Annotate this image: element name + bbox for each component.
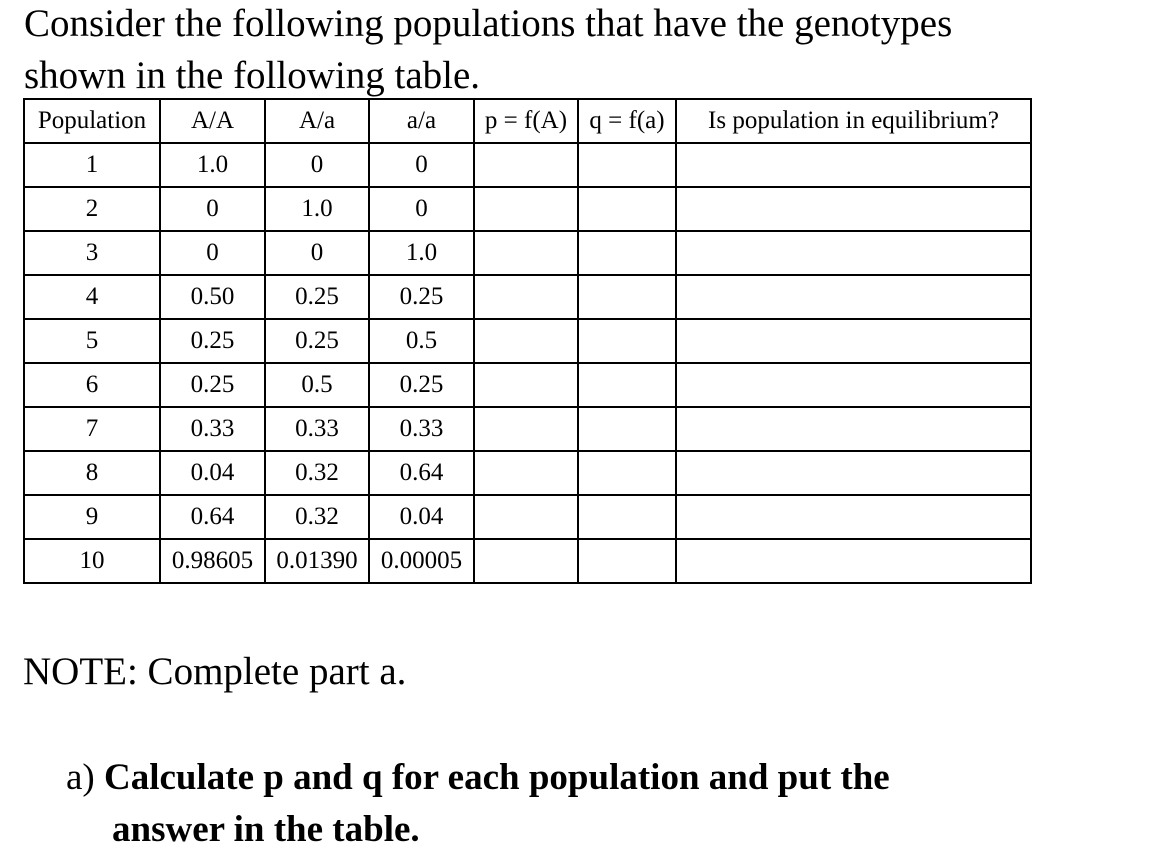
- q-answer-cell[interactable]: [578, 275, 676, 319]
- aa-hetero-cell: 0.01390: [265, 539, 369, 583]
- aa-hetero-cell: 0.32: [265, 495, 369, 539]
- aa-recessive-cell: 1.0: [369, 231, 474, 275]
- q-answer-cell[interactable]: [578, 539, 676, 583]
- equilibrium-answer-cell[interactable]: [676, 319, 1031, 363]
- aa-dominant-cell: 0.25: [160, 363, 265, 407]
- table-header-row: [24, 99, 1031, 143]
- header-equilibrium: Is population in equilibrium?: [676, 99, 1031, 143]
- aa-dominant-cell: 0.25: [160, 319, 265, 363]
- p-answer-cell[interactable]: [474, 319, 578, 363]
- aa-hetero-cell: 0.33: [265, 407, 369, 451]
- header-aa-homozygous-dominant: A/A: [160, 99, 265, 143]
- aa-hetero-cell: 0.5: [265, 363, 369, 407]
- p-answer-cell[interactable]: [474, 143, 578, 187]
- population-cell: 10: [24, 539, 160, 583]
- equilibrium-answer-cell[interactable]: [676, 407, 1031, 451]
- p-answer-cell[interactable]: [474, 451, 578, 495]
- note-text: NOTE: Complete part a.: [23, 650, 407, 693]
- population-cell: 4: [24, 275, 160, 319]
- part-a-instruction: [66, 752, 1146, 856]
- p-answer-cell[interactable]: [474, 539, 578, 583]
- aa-recessive-cell: 0.25: [369, 275, 474, 319]
- table-row: [24, 231, 1031, 275]
- equilibrium-answer-cell[interactable]: [676, 363, 1031, 407]
- table-row: [24, 363, 1031, 407]
- q-answer-cell[interactable]: [578, 143, 676, 187]
- table-row: [24, 495, 1031, 539]
- equilibrium-answer-cell[interactable]: [676, 231, 1031, 275]
- table-row: [24, 187, 1031, 231]
- aa-recessive-cell: 0.00005: [369, 539, 474, 583]
- q-answer-cell[interactable]: [578, 187, 676, 231]
- question-line-1: Consider the following populations that have the genotypes: [24, 2, 953, 45]
- q-answer-cell[interactable]: [578, 407, 676, 451]
- population-cell: 6: [24, 363, 160, 407]
- genotype-table: [23, 98, 1032, 584]
- q-answer-cell[interactable]: [578, 231, 676, 275]
- aa-recessive-cell: 0.25: [369, 363, 474, 407]
- header-q-frequency: q = f(a): [578, 99, 676, 143]
- aa-dominant-cell: 0.50: [160, 275, 265, 319]
- aa-dominant-cell: 0.04: [160, 451, 265, 495]
- aa-dominant-cell: 0: [160, 187, 265, 231]
- aa-hetero-cell: 0.32: [265, 451, 369, 495]
- header-aa-heterozygous: A/a: [265, 99, 369, 143]
- p-answer-cell[interactable]: [474, 231, 578, 275]
- aa-dominant-cell: 0.33: [160, 407, 265, 451]
- p-answer-cell[interactable]: [474, 363, 578, 407]
- q-answer-cell[interactable]: [578, 451, 676, 495]
- aa-recessive-cell: 0: [369, 187, 474, 231]
- population-cell: 8: [24, 451, 160, 495]
- aa-hetero-cell: 0: [265, 231, 369, 275]
- p-answer-cell[interactable]: [474, 275, 578, 319]
- table-row: [24, 539, 1031, 583]
- part-a-letter: a): [66, 757, 95, 798]
- part-a-line-1: Calculate p and q for each population and put the: [104, 757, 890, 798]
- aa-recessive-cell: 0.64: [369, 451, 474, 495]
- aa-recessive-cell: 0: [369, 143, 474, 187]
- table-row: [24, 451, 1031, 495]
- question-line-2: shown in the following table.: [24, 54, 481, 97]
- p-answer-cell[interactable]: [474, 407, 578, 451]
- table-row: [24, 407, 1031, 451]
- aa-recessive-cell: 0.5: [369, 319, 474, 363]
- aa-dominant-cell: 0.98605: [160, 539, 265, 583]
- q-answer-cell[interactable]: [578, 319, 676, 363]
- population-cell: 1: [24, 143, 160, 187]
- aa-hetero-cell: 1.0: [265, 187, 369, 231]
- equilibrium-answer-cell[interactable]: [676, 495, 1031, 539]
- table-row: [24, 319, 1031, 363]
- population-cell: 5: [24, 319, 160, 363]
- aa-dominant-cell: 1.0: [160, 143, 265, 187]
- p-answer-cell[interactable]: [474, 187, 578, 231]
- equilibrium-answer-cell[interactable]: [676, 187, 1031, 231]
- population-cell: 7: [24, 407, 160, 451]
- aa-hetero-cell: 0.25: [265, 319, 369, 363]
- population-cell: 3: [24, 231, 160, 275]
- population-cell: 9: [24, 495, 160, 539]
- header-population: Population: [24, 99, 160, 143]
- aa-recessive-cell: 0.33: [369, 407, 474, 451]
- header-aa-homozygous-recessive: a/a: [369, 99, 474, 143]
- header-p-frequency: p = f(A): [474, 99, 578, 143]
- aa-recessive-cell: 0.04: [369, 495, 474, 539]
- question-text: [24, 0, 1144, 102]
- equilibrium-answer-cell[interactable]: [676, 143, 1031, 187]
- part-a-line-2: answer in the table.: [112, 809, 420, 850]
- p-answer-cell[interactable]: [474, 495, 578, 539]
- aa-hetero-cell: 0: [265, 143, 369, 187]
- q-answer-cell[interactable]: [578, 363, 676, 407]
- table-row: [24, 143, 1031, 187]
- table-body: [24, 143, 1031, 583]
- equilibrium-answer-cell[interactable]: [676, 275, 1031, 319]
- population-cell: 2: [24, 187, 160, 231]
- aa-dominant-cell: 0.64: [160, 495, 265, 539]
- aa-hetero-cell: 0.25: [265, 275, 369, 319]
- table-row: [24, 275, 1031, 319]
- equilibrium-answer-cell[interactable]: [676, 451, 1031, 495]
- q-answer-cell[interactable]: [578, 495, 676, 539]
- aa-dominant-cell: 0: [160, 231, 265, 275]
- equilibrium-answer-cell[interactable]: [676, 539, 1031, 583]
